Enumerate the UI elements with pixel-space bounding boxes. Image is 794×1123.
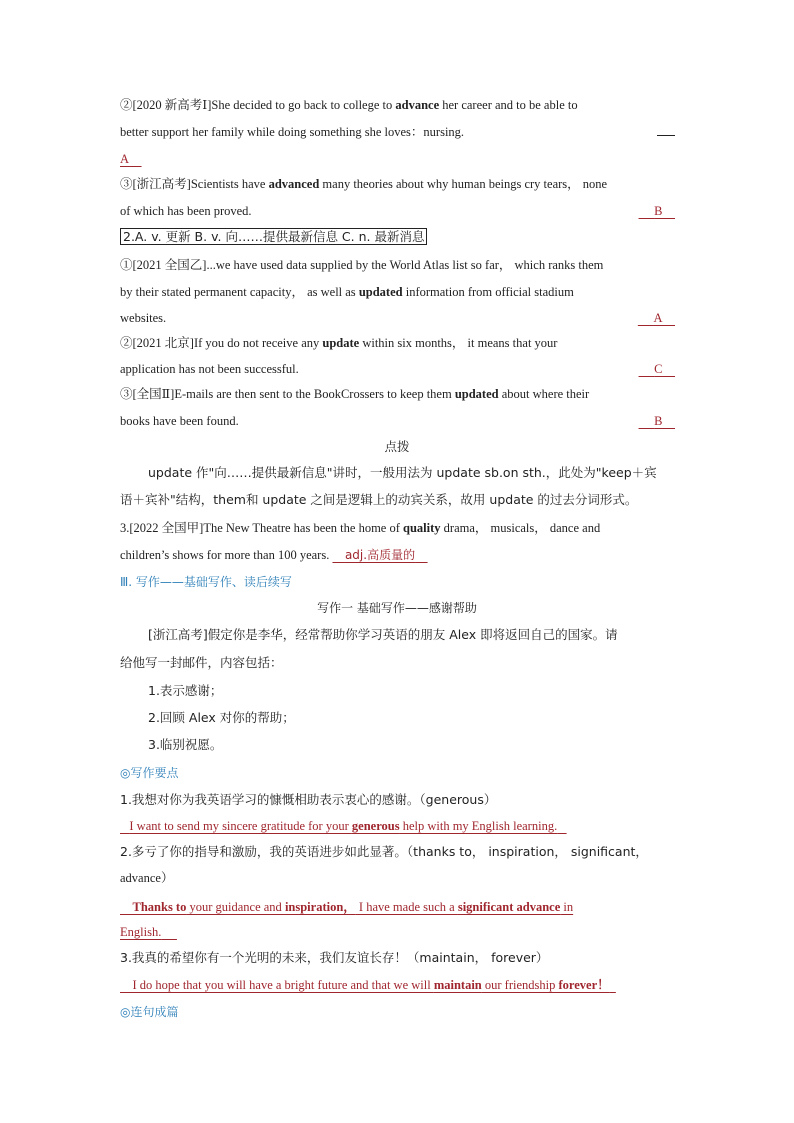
- keyword: update: [322, 336, 360, 350]
- question-text: of which has been proved.: [120, 204, 252, 218]
- question-text: drama， musicals， dance and: [440, 521, 601, 535]
- answer-text: English.: [120, 925, 162, 939]
- keyword: updated: [358, 285, 403, 299]
- question-text: information from official stadium: [402, 285, 574, 299]
- answer-line: [120, 150, 675, 168]
- question-line: [120, 546, 675, 564]
- definition-box: 2.A. v. 更新 B. v. 向……提供最新信息 C. n. 最新消息: [120, 228, 427, 245]
- definition-header: [120, 228, 675, 246]
- prompt-text: [浙江高考]假定你是李华，经常帮助你学习英语的朋友 Alex 即将返回自己的国家。请: [148, 627, 618, 642]
- keyword: inspiration，: [284, 900, 356, 914]
- section-subtitle: 写作一 基础写作——感谢帮助: [317, 601, 477, 615]
- question-text: ①[2021 全国乙]...we have used data supplied by the World Atlas list so far， which ranks them: [120, 258, 604, 272]
- question-text: children’s shows for more than 100 years.: [120, 548, 330, 562]
- prompt-item: 1.表示感谢；: [148, 683, 223, 698]
- tip-title: 点拨: [384, 439, 410, 454]
- prompt-text: 给他写一封邮件，内容包括：: [120, 655, 283, 670]
- tip-text: update 作"向……提供最新信息"讲时，一般用法为 update sb.on sth.，此处为"keep＋宾: [148, 465, 657, 480]
- prompt-item: 2.回顾 Alex 对你的帮助；: [148, 710, 295, 725]
- answer-text: adj.高质量的: [344, 548, 416, 562]
- point-question: 3.我真的希望你有一个光明的未来，我们友谊长存！（maintain， forever）: [120, 950, 549, 965]
- answer-text: A: [653, 311, 663, 325]
- point-answer: [120, 898, 675, 916]
- answer-text: I have made such a: [355, 900, 458, 914]
- answer-text: B: [654, 414, 663, 428]
- question-text: books have been found.: [120, 414, 239, 428]
- question-text: within six months， it means that your: [359, 336, 558, 350]
- keyword: Thanks to: [132, 900, 187, 914]
- keyword: quality: [403, 521, 441, 535]
- points-title: ◎写作要点: [120, 766, 179, 780]
- question-line: [120, 334, 675, 352]
- keyword: maintain: [433, 978, 482, 992]
- tip-text: 语＋宾补"结构，them和 update 之间是逻辑上的动宾关系，故用 update 的过去分词形式。: [120, 492, 638, 507]
- point-answer: [120, 976, 675, 994]
- question-text: ②[2020 新高考Ⅰ]She decided to go back to college to: [120, 98, 396, 112]
- keyword: advance: [395, 98, 440, 112]
- keyword: advanced: [268, 177, 320, 191]
- point-question: advance）: [120, 871, 174, 885]
- question-line: [120, 123, 675, 141]
- question-line: [120, 283, 675, 301]
- question-text: by their stated permanent capacity， as well as: [120, 285, 359, 299]
- section-title: ◎连句成篇: [120, 1005, 179, 1019]
- question-text: websites.: [120, 311, 167, 325]
- question-line: [120, 519, 675, 537]
- question-line: [120, 175, 675, 193]
- answer-text: I do hope that you will have a bright future and that we will: [132, 978, 434, 992]
- keyword: significant advance: [457, 900, 561, 914]
- question-line: [120, 202, 675, 220]
- point-answer: [120, 923, 675, 941]
- keyword: generous: [351, 819, 400, 833]
- answer-text: A: [120, 152, 130, 166]
- point-answer: [120, 817, 675, 835]
- answer-text: your guidance and: [186, 900, 285, 914]
- answer-text: I want to send my sincere gratitude for your: [129, 819, 352, 833]
- question-text: her career and to be able to: [439, 98, 578, 112]
- answer-text: C: [654, 362, 663, 376]
- answer-text: in: [560, 900, 574, 914]
- question-text: better support her family while doing something she loves：nursing.: [120, 125, 465, 139]
- question-line: [120, 256, 675, 274]
- question-line: [120, 385, 675, 403]
- question-text: ②[2021 北京]If you do not receive any: [120, 336, 323, 350]
- section-title: Ⅲ. 写作——基础写作、读后续写: [120, 575, 292, 589]
- answer-text: our friendship: [481, 978, 559, 992]
- answer-blank: [657, 123, 675, 136]
- question-text: ③[全国Ⅱ]E-mails are then sent to the BookCrossers to keep them: [120, 387, 455, 401]
- point-question: 1.我想对你为我英语学习的慷慨相助表示衷心的感谢。（generous）: [120, 792, 497, 807]
- prompt-item: 3.临别祝愿。: [148, 737, 223, 752]
- point-question: 2.多亏了你的指导和激励，我的英语进步如此显著。（thanks to， inspiration， significant，: [120, 844, 648, 859]
- answer-text: B: [654, 204, 663, 218]
- question-text: many theories about why human beings cry tears， none: [319, 177, 608, 191]
- question-text: application has not been successful.: [120, 362, 299, 376]
- keyword: updated: [454, 387, 499, 401]
- question-line: [120, 309, 675, 327]
- question-line: [120, 412, 675, 430]
- question-line: [120, 360, 675, 378]
- keyword: forever！: [558, 978, 610, 992]
- question-text: about where their: [498, 387, 590, 401]
- question-text: 3.[2022 全国甲]The New Theatre has been the home of: [120, 521, 404, 535]
- question-text: ③[浙江高考]Scientists have: [120, 177, 269, 191]
- answer-text: help with my English learning.: [399, 819, 558, 833]
- question-line: [120, 96, 675, 114]
